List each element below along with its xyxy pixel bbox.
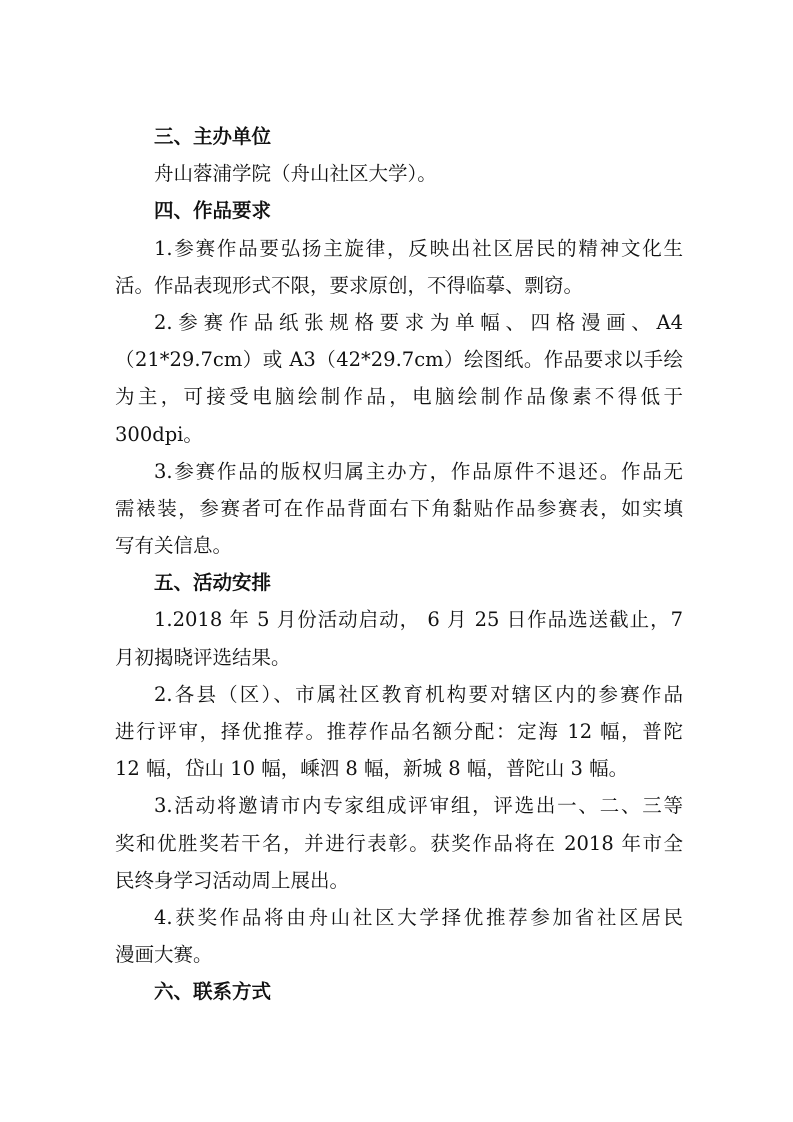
organizer-text: 舟山蓉浦学院（舟山社区大学）。	[154, 162, 437, 186]
requirement-1-line-1: 1.参赛作品要弘扬主旋律，反映出社区居民的精神文化生	[154, 236, 683, 260]
requirement-3-line-1: 3.参赛作品的版权归属主办方，作品原件不退还。作品无	[154, 459, 683, 483]
requirement-3-line-2: 需裱装，参赛者可在作品背面右下角黏贴作品参赛表，如实填	[115, 496, 683, 520]
schedule-4-line-2: 漫画大赛。	[115, 943, 213, 967]
schedule-3-line-3: 民终身学习活动周上展出。	[115, 868, 350, 892]
schedule-4-line-1: 4.获奖作品将由舟山社区大学择优推荐参加省社区居民	[154, 905, 683, 929]
schedule-2-line-3: 12 幅，岱山 10 幅，嵊泗 8 幅，新城 8 幅，普陀山 3 幅。	[115, 757, 629, 781]
section-heading-requirements: 四、作品要求	[154, 199, 272, 223]
section-heading-schedule: 五、活动安排	[154, 571, 272, 595]
schedule-1-line-1: 1.2018 年 5 月份活动启动， 6 月 25 日作品选送截止，7	[154, 608, 683, 632]
requirement-2-line-1: 2.参赛作品纸张规格要求为单幅、四格漫画、A4	[154, 310, 683, 334]
requirement-2-line-2: （21*29.7cm）或 A3（42*29.7cm）绘图纸。作品要求以手绘	[115, 348, 683, 372]
document-body	[115, 118, 683, 1011]
schedule-2-line-1: 2.各县（区）、市属社区教育机构要对辖区内的参赛作品	[154, 682, 683, 706]
requirement-1-line-2: 活。作品表现形式不限，要求原创，不得临摹、剽窃。	[115, 273, 584, 297]
section-heading-organizer: 三、主办单位	[154, 125, 272, 148]
requirement-2-line-3: 为主，可接受电脑绘制作品，电脑绘制作品像素不得低于	[115, 385, 683, 409]
requirement-3-line-3: 写有关信息。	[115, 534, 233, 558]
schedule-3-line-2: 奖和优胜奖若干名，并进行表彰。获奖作品将在 2018 年市全	[115, 831, 683, 855]
requirement-2-line-4: 300dpi。	[115, 422, 203, 446]
schedule-3-line-1: 3.活动将邀请市内专家组成评审组，评选出一、二、三等	[154, 794, 683, 818]
section-heading-contact: 六、联系方式	[154, 980, 272, 1004]
schedule-2-line-2: 进行评审，择优推荐。推荐作品名额分配：定海 12 幅，普陀	[115, 720, 683, 743]
schedule-1-line-2: 月初揭晓评选结果。	[115, 645, 291, 669]
